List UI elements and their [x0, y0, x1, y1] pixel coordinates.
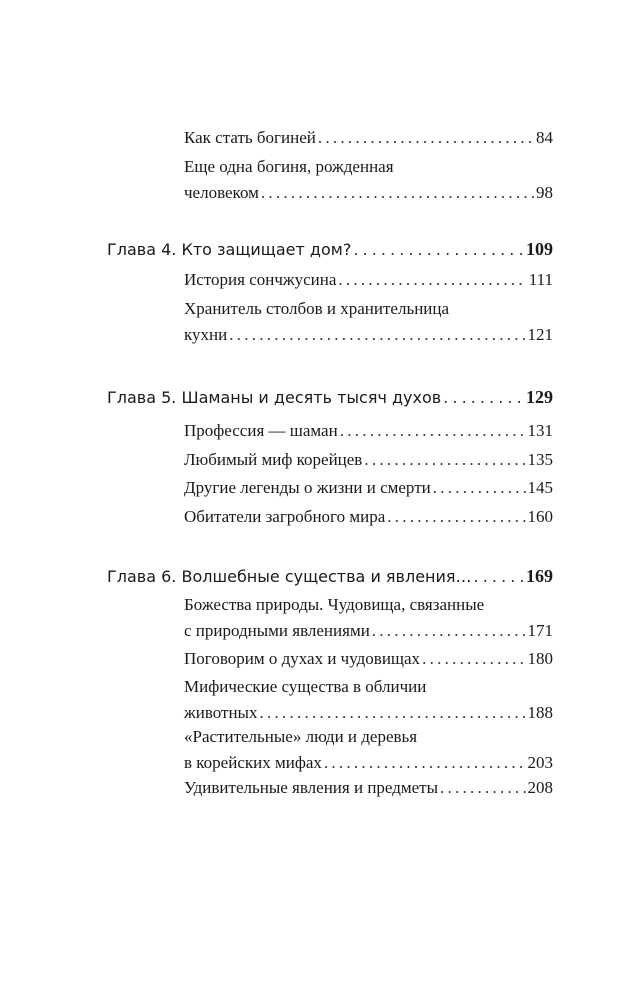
toc-entry[interactable]	[184, 296, 553, 348]
chapter-title: Глава 6. Волшебные существа и явления…	[107, 567, 472, 586]
entry-title: животных	[184, 703, 258, 722]
dot-leader	[338, 267, 526, 293]
chapter-title: Глава 4. Кто защищает дом?	[107, 240, 352, 259]
chapter-heading[interactable]	[107, 563, 553, 589]
entry-page: 188	[527, 703, 553, 722]
entry-title-first-line: «Растительные» люди и деревья	[184, 727, 418, 746]
entry-title: в корейских мифах	[184, 753, 322, 772]
dot-leader	[259, 700, 525, 726]
entry-page: 208	[527, 778, 553, 797]
dot-leader	[340, 418, 526, 444]
dot-leader	[364, 447, 525, 473]
entry-title: Обитатели загробного мира	[184, 507, 386, 526]
dot-leader	[474, 564, 524, 590]
toc-entry[interactable]	[184, 447, 553, 473]
toc-entry[interactable]	[184, 724, 553, 776]
entry-page: 135	[527, 450, 553, 469]
chapter-heading[interactable]	[107, 236, 553, 262]
entry-title: Любимый миф корейцев	[184, 450, 363, 469]
entry-page: 98	[536, 183, 553, 202]
toc-entry[interactable]	[184, 674, 553, 726]
dot-leader	[353, 237, 524, 263]
entry-page: 203	[527, 753, 553, 772]
entry-page: 171	[527, 621, 553, 640]
entry-page: 131	[527, 421, 553, 440]
entry-page: 111	[528, 270, 553, 289]
dot-leader	[318, 125, 534, 151]
entry-title-first-line: Еще одна богиня, рожденная	[184, 157, 394, 176]
entry-title: кухни	[184, 325, 228, 344]
dot-leader	[387, 504, 525, 530]
entry-title: Поговорим о духах и чудовищах	[184, 649, 421, 668]
dot-leader	[433, 475, 526, 501]
toc-entry[interactable]	[184, 418, 553, 444]
entry-title: человеком	[184, 183, 259, 202]
toc-entry[interactable]	[184, 646, 553, 672]
dot-leader	[324, 750, 526, 776]
entry-page: 180	[527, 649, 553, 668]
entry-title: История сончжусина	[184, 270, 337, 289]
toc-entry[interactable]	[184, 154, 553, 206]
dot-leader	[229, 322, 525, 348]
entry-title: Другие легенды о жизни и смерти	[184, 478, 431, 497]
toc-entry[interactable]	[184, 475, 553, 501]
chapter-page: 169	[526, 566, 553, 586]
dot-leader	[443, 385, 524, 411]
toc-entry[interactable]	[184, 592, 553, 644]
entry-page: 121	[527, 325, 553, 344]
entry-page: 145	[527, 478, 553, 497]
toc-entry[interactable]	[184, 125, 553, 151]
dot-leader	[422, 646, 525, 672]
entry-title-first-line: Божества природы. Чудовища, связанные	[184, 595, 485, 614]
entry-title-first-line: Мифические существа в обличии	[184, 677, 427, 696]
entry-page: 160	[527, 507, 553, 526]
chapter-page: 109	[526, 239, 553, 259]
toc-entry[interactable]	[184, 267, 553, 293]
entry-title: Как стать богиней	[184, 128, 316, 147]
entry-title-first-line: Хранитель столбов и хранительница	[184, 299, 450, 318]
entry-title: Удивительные явления и предметы	[184, 778, 439, 797]
entry-page: 84	[536, 128, 553, 147]
entry-title: с природными явлениями	[184, 621, 370, 640]
dot-leader	[372, 618, 526, 644]
toc-entry[interactable]	[184, 504, 553, 530]
chapter-heading[interactable]	[107, 384, 553, 410]
toc-entry[interactable]	[184, 775, 553, 801]
chapter-page: 129	[526, 387, 553, 407]
dot-leader	[261, 180, 534, 206]
dot-leader	[440, 775, 525, 801]
chapter-title: Глава 5. Шаманы и десять тысяч духов	[107, 388, 442, 407]
entry-title: Профессия — шаман	[184, 421, 338, 440]
